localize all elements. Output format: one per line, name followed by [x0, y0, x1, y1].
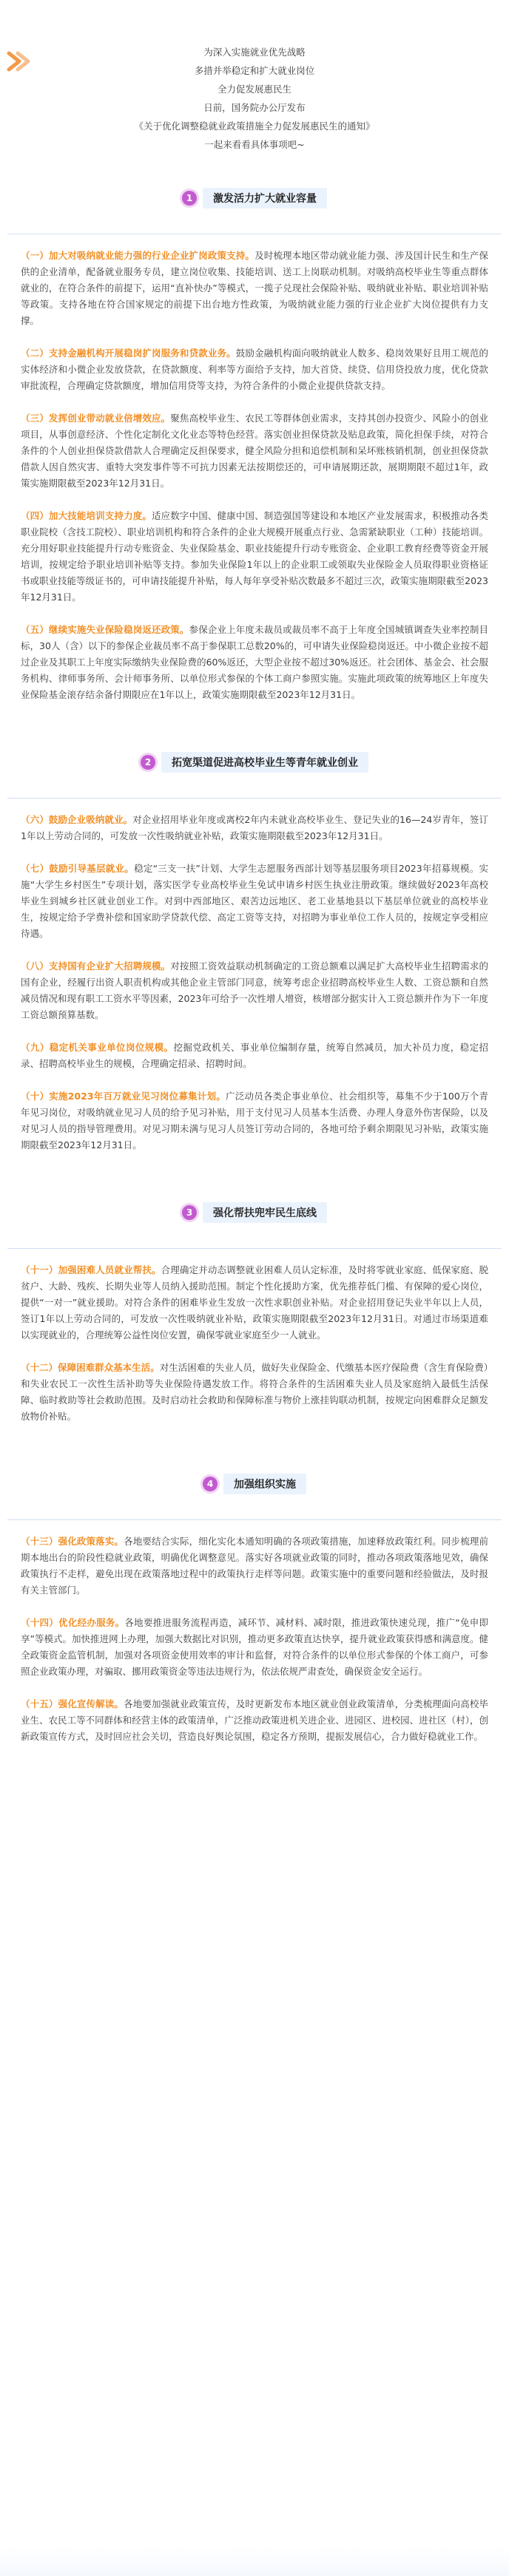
- policy-body: 各地要结合实际，细化实化本通知明确的各项政策措施，加速释放政策红利。同步梳理前期本地出台的阶段性稳就业政策，明确优化调整意见。落实好各项就业政策的同时，推动各项政策落地见效，确保政策执行不走样，避免出现在政策落地过程中的政策执行走样等问题。政策实施中的重要问题和经验做法，及时报有关主管部门。: [21, 1536, 488, 1596]
- policy-body: 适应数字中国、健康中国、制造强国等建设和本地区产业发展需求，积极推动各类职业院校（含技工院校）、职业培训机构和符合条件的企业大规模开展重点行业、急需紧缺职业（工种）技能培训。充分用好职业技能提升行动专账资金、失业保险基金、职业技能提升行动专账资金、企业职工教育经费等资金开展培训，按规定给予职业培训补贴等支持。参加失业保险1年以上的企业职工或领取失业保险金人员取得职业资格证书或职业技能等级证书的，可申请技能提升补贴，每人每年享受补贴次数最多不超过三次，政策实施期限截至2023年12月31日。: [21, 510, 488, 603]
- policy-lead: （四）加大技能培训支持力度。: [21, 510, 152, 521]
- policy-paragraph: [21, 622, 488, 703]
- intro-line: 多措并举稳定和扩大就业岗位: [194, 65, 315, 76]
- policy-paragraph: [21, 1088, 488, 1153]
- policy-paragraph: [21, 1040, 488, 1072]
- policy-body: 对按照工资效益联动机制确定的工资总额难以满足扩大高校毕业生招聘需求的国有企业，经履行出资人职责机构或其他企业主管部门同意，统筹考虑企业招聘高校毕业生人数、工资总额和自然减员情况和现有职工工资水平等因素，2023年可给予一次性增人增资，核增部分据实计入工资总额并作为下一年度工资总额预算基数。: [21, 960, 488, 1020]
- policy-paragraph: [21, 248, 488, 329]
- policy-paragraph: [21, 345, 488, 394]
- policy-paragraph: [21, 1360, 488, 1425]
- policy-lead: （十四）优化经办服务。: [21, 1617, 125, 1628]
- section-heading: [0, 1202, 509, 1223]
- policy-lead: （三）发挥创业带动就业倍增效应。: [21, 413, 171, 424]
- bottom-fade: [0, 2546, 509, 2576]
- section-title: 激发活力扩大就业容量: [203, 188, 327, 209]
- policy-lead: （八）支持国有企业扩大招聘规模。: [21, 960, 171, 972]
- section-card: [7, 234, 502, 718]
- section-card: [7, 1248, 502, 1440]
- policy-paragraph: [21, 410, 488, 492]
- section-heading: [0, 1474, 509, 1494]
- section-title: 强化帮扶兜牢民生底线: [203, 1202, 327, 1223]
- policy-body: 各地要推进服务流程再造，减环节、减材料、减时限，推进政策快速兑现，推广“免申即享”等模式。加快推进网上办理，加强大数据比对识别，推动更多政策直达快享，提升就业政策获得感和满意度。健全政策资金监管机制，加强对各项资金使用效率的审计和监督，对符合条件的以单位形式参保的个体工商户，可参照企业政策办理，对骗取、挪用政策资金等违法违规行为，依法依规严肃查处，确保资金安全运行。: [21, 1617, 488, 1677]
- policy-body: 合理确定并动态调整就业困难人员认定标准，及时将零就业家庭、低保家庭、脱贫户、大龄、残疾、长期失业等人员纳入援助范围。制定个性化援助方案，优先推荐低门槛、有保障的爱心岗位，提供“一对一”就业援助。对符合条件的困难毕业生发放一次性求职创业补贴。对企业招用登记失业半年以上人员，签订1年以上劳动合同的，可发放一次性吸纳就业补贴，政策实施期限截至2023年12月31日。对通过市场渠道难以实现就业的，合理统筹公益性岗位安置，确保零就业家庭至少一人就业。: [21, 1264, 488, 1340]
- intro-line: 日前，国务院办公厅发布: [203, 102, 306, 113]
- policy-body: 鼓励金融机构面向吸纳就业人数多、稳岗效果好且用工规范的实体经济和小微企业发放贷款，在贷款额度、利率等方面给予支持，加大首贷、续贷、信用贷投放力度，优化贷款审批流程，合理确定贷款额度，增加信用贷等支持，为符合条件的小微企业提供贷款支持。: [21, 348, 488, 391]
- policy-lead: （十一）加强困难人员就业帮扶。: [21, 1264, 161, 1275]
- policy-paragraph: [21, 1696, 488, 1745]
- policy-lead: （十三）强化政策落实。: [21, 1536, 124, 1547]
- policy-lead: （七）鼓励引导基层就业。: [21, 863, 135, 874]
- section-card: [7, 1519, 502, 1760]
- intro-line: 一起来看看具体事项吧~: [204, 139, 305, 150]
- intro-line: 为深入实施就业优先战略: [203, 47, 306, 58]
- policy-lead: （九）稳定机关事业单位岗位规模。: [21, 1042, 174, 1053]
- section-title: 加强组织实施: [223, 1474, 306, 1494]
- policy-paragraph: [21, 1533, 488, 1599]
- section-heading: [0, 188, 509, 209]
- policy-lead: （五）继续实施失业保险稳岗返还政策。: [21, 624, 189, 635]
- section-number-badge: 1: [182, 191, 197, 206]
- policy-body: 各地要加强就业政策宣传，及时更新发布本地区就业创业政策清单，分类梳理面向高校毕业生、农民工等不同群体和经营主体的政策清单，广泛推动政策进机关进企业、进园区、进校园、进社区（村），创新政策宣传方式，及时回应社会关切，营造良好舆论氛围，稳定各方预期，提振发展信心，合力做好稳就业工作。: [21, 1698, 488, 1742]
- policy-lead: （十）实施2023年百万就业见习岗位募集计划。: [21, 1091, 226, 1102]
- section-number-badge: 3: [182, 1205, 197, 1220]
- policy-lead: （十五）强化宣传解读。: [21, 1698, 124, 1709]
- policy-paragraph: [21, 1262, 488, 1343]
- intro-line: 《关于优化调整稳就业政策措施全力促发展惠民生的通知》: [134, 121, 375, 132]
- policy-paragraph: [21, 861, 488, 942]
- section-title: 拓宽渠道促进高校毕业生等青年就业创业: [161, 752, 368, 773]
- policy-body: 聚焦高校毕业生、农民工等群体创业需求，支持其创办投资少、风险小的创业项目，从事创意经济、个性化定制化文化业态等特色经营。落实创业担保贷款及贴息政策，简化担保手续，对符合条件的个人创业担保贷款借款人合理确定反担保要求，健全风险分担和追偿机制和呆坏账核销机制，创业担保贷款借款人因自然灾害、重特大突发事件等不可抗力因素无法按期偿还的，可申请展期还款，展期期限不超过1年，政策实施期限截至2023年12月31日。: [21, 413, 488, 489]
- policy-lead: （二）支持金融机构开展稳岗扩岗服务和贷款业务。: [21, 348, 236, 359]
- section-number-badge: 2: [141, 755, 155, 770]
- policy-paragraph: [21, 812, 488, 844]
- policy-body: 广泛动员各类企事业单位、社会组织等，募集不少于100万个青年见习岗位，对吸纳就业见习人员的给予见习补贴，用于支付见习人员基本生活费、办理人身意外伤害保险，以及对见习人员的指导管理费用。对见习期未满与见习人员签订劳动合同的，各地可给予剩余期限见习补贴，政策实施期限截至2023年12月31日。: [21, 1091, 488, 1150]
- policy-body: 对企业招用毕业年度或离校2年内未就业高校毕业生、登记失业的16—24岁青年，签订1年以上劳动合同的，可发放一次性吸纳就业补贴，政策实施期限截至2023年12月31日。: [21, 814, 488, 841]
- policy-paragraph: [21, 1615, 488, 1680]
- policy-lead: （一）加大对吸纳就业能力强的行业企业扩岗政策支持。: [21, 250, 255, 261]
- policy-lead: （六）鼓励企业吸纳就业。: [21, 814, 133, 825]
- policy-lead: （十二）保障困难群众基本生活。: [21, 1362, 160, 1373]
- intro-line: 全力促发展惠民生: [217, 84, 291, 95]
- section-card: [7, 798, 502, 1168]
- policy-paragraph: [21, 508, 488, 606]
- policy-body: 及时梳理本地区带动就业能力强、涉及国计民生和生产保供的企业清单，配备就业服务专员，建立岗位收集、技能培训、送工上岗联动机制。对吸纳高校毕业生等重点群体就业的，在符合条件的前提下，运用“直补快办”等模式，一揽子兑现社会保险补贴、吸纳就业补贴、职业培训补贴等政策。支持各地在符合国家规定的前提下出台地方性政策，为吸纳就业能力强的行业企业扩大岗位提供有力支撑。: [21, 250, 488, 326]
- policy-body: 对生活困难的失业人员，做好失业保险金、代缴基本医疗保险费（含生育保险费）和失业农民工一次性生活补助等失业保险待遇发放工作。将符合条件的生活困难失业人员及家庭纳入最低生活保障、临时救助等社会救助范围。及时启动社会救助和保障标准与物价上涨挂钩联动机制，按规定向困难群众足额发放物价补贴。: [21, 1362, 488, 1422]
- intro-block: [0, 43, 509, 154]
- decorative-chevron-icon: [6, 49, 34, 74]
- section-number-badge: 4: [203, 1477, 218, 1491]
- policy-body: 参保企业上年度未裁员或裁员率不高于上年度全国城镇调查失业率控制目标，30人（含）以下的参保企业裁员率不高于参保职工总数20%的，可申请失业保险稳岗返还。中小微企业按不超过企业及其职工上年度实际缴纳失业保险费的60%返还，大型企业按不超过30%返还。社会团体、基金会、社会服务机构、律师事务所、会计师事务所、以单位形式参保的个体工商户参照实施。实施此项政策的统筹地区上年度失业保险基金滚存结余备付期限应在1年以上，政策实施期限截至2023年12月31日。: [21, 624, 488, 700]
- policy-paragraph: [21, 958, 488, 1023]
- policy-body: 挖掘党政机关、事业单位编制存量，统筹自然减员，加大补员力度，稳定招录、招聘高校毕业生的规模，合理确定招录、招聘时间。: [21, 1042, 488, 1069]
- policy-body: 稳定“三支一扶”计划、大学生志愿服务西部计划等基层服务项目2023年招募规模。实施“大学生乡村医生”专项计划，落实医学专业高校毕业生免试申请乡村医生执业注册政策。继续做好2023年高校毕业生到城乡社区就业创业工作。对到中西部地区、艰苦边远地区、老工业基地县以下基层单位就业的高校毕业生，按规定给予学费补偿和国家助学贷款代偿、高定工资等支持，对招聘为事业单位工作人员的，按规定享受相应待遇。: [21, 863, 488, 939]
- section-heading: [0, 752, 509, 773]
